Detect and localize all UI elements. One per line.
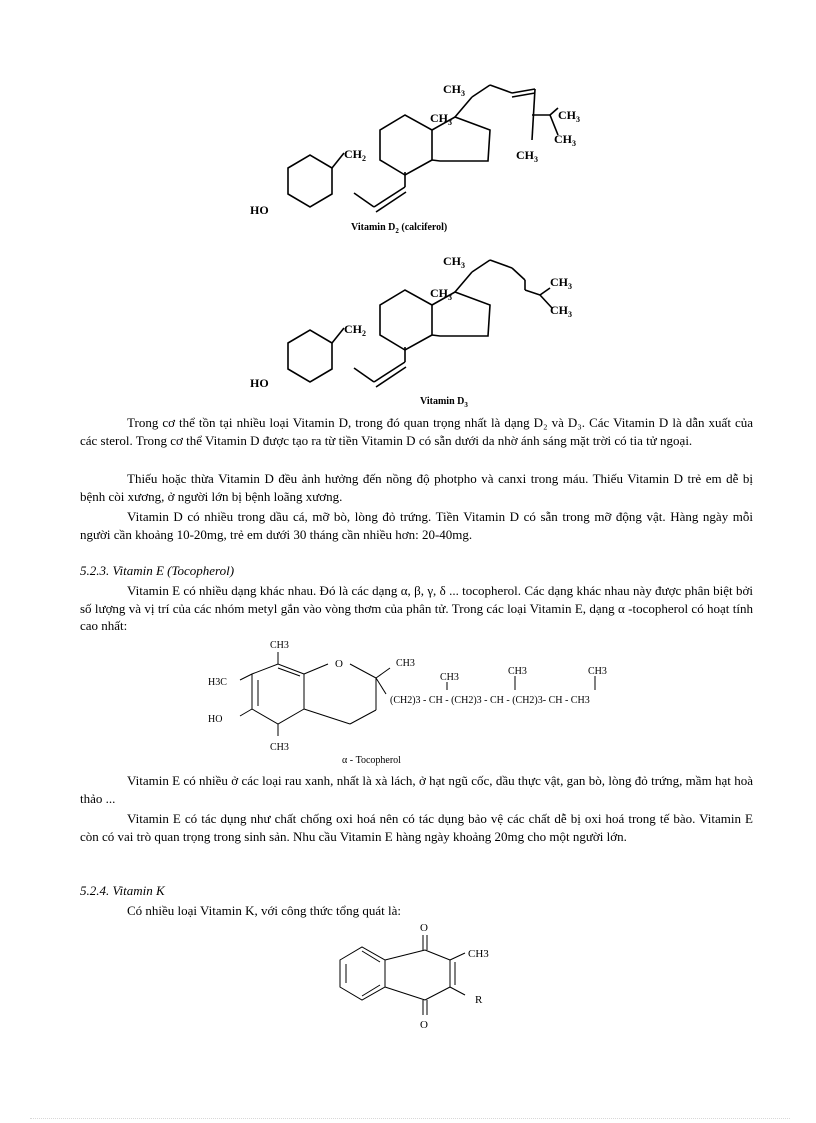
d2-ch3-iso2-label: $CH_3$ bbox=[554, 132, 576, 148]
vitk-r-label: R bbox=[475, 994, 483, 1006]
d2-ch3-iso3-label: $CH_3$ bbox=[516, 148, 538, 164]
d3-ho-label: HO bbox=[250, 376, 269, 390]
vitamin-d-paragraph-2: Thiếu hoặc thừa Vitamin D đều ảnh hưởng đến nồng độ photpho và canxi trong máu. Thiếu Vitamin D trẻ em dễ bị bệnh còi xương, ở người lớn bị bệnh loãng xương. bbox=[80, 471, 753, 504]
vitk-o-top-label: O bbox=[420, 922, 428, 934]
vitamin-k-diagram bbox=[330, 915, 510, 1040]
toco-branch-3-label: CH3 bbox=[588, 666, 607, 677]
vitamin-e-paragraph-3: Vitamin E có tác dụng như chất chống oxi hoá nên có tác dụng bảo vệ các chất dễ bị oxi hoá trong tế bào. Vitamin E còn có vai trò quan trọng trong sinh sản. Nhu cầu Vitamin E hàng ngày khoảng 20mg cho một người lớn. bbox=[80, 811, 753, 844]
d3-ch3-iso1-label: $CH_3$ bbox=[550, 275, 572, 291]
vitk-o-bottom-label: O bbox=[420, 1019, 428, 1031]
toco-ch3-top-label: CH3 bbox=[270, 640, 289, 651]
d3-ch3-angular-label: $CH_3$ bbox=[430, 286, 452, 302]
vitamin-d-paragraph-1: Trong cơ thể tồn tại nhiều loại Vitamin D, trong đó quan trọng nhất là dạng D₂ và D₃. Các Vitamin D là dẫn xuất của các sterol. Trong cơ thể Vitamin D được tạo ra từ tiền Vitamin D có sẵn dưới da nhờ ánh sáng mặt trời có tia tử ngoại. bbox=[80, 415, 753, 448]
toco-ho-label: HO bbox=[208, 714, 223, 725]
d2-ch3-iso1-label: $CH_3$ bbox=[558, 108, 580, 124]
d2-ch3-angular-label: $CH_3$ bbox=[430, 111, 452, 127]
vitamin-d3-caption: Vitamin $D_3$ bbox=[420, 396, 468, 409]
d2-ch2-label: $CH_2$ bbox=[344, 147, 366, 163]
vitamin-k-paragraph-1: Có nhiều loại Vitamin K, với công thức tổng quát là: bbox=[127, 903, 401, 918]
toco-ch3-ring-label: CH3 bbox=[396, 658, 415, 669]
toco-branch-1-label: CH3 bbox=[440, 672, 459, 683]
vitamin-e-paragraph-1: Vitamin E có nhiều dạng khác nhau. Đó là các dạng α, β, γ, δ ... tocopherol. Các dạng khác nhau này được phân biệt bởi số lượng và vị trí của các nhóm metyl gắn vào vòng thơm của phân tử. Trong các loại Vitamin E, dạng α -tocopherol có hoạt tính cao nhất: bbox=[80, 583, 753, 633]
d3-ch3-side-label: $CH_3$ bbox=[443, 254, 465, 270]
toco-o-label: O bbox=[335, 658, 343, 670]
vitamin-e-paragraph-2: Vitamin E có nhiều ở các loại rau xanh, nhất là xà lách, ở hạt ngũ cốc, dầu thực vật, gan bò, lòng đỏ trứng, mầm hạt hoà thảo ... bbox=[80, 773, 753, 806]
d3-ch3-iso2-label: $CH_3$ bbox=[550, 303, 572, 319]
d2-ho-label: HO bbox=[250, 203, 269, 217]
vitamin-k-heading: 5.2.4. Vitamin K bbox=[80, 883, 165, 898]
vitamin-d3-diagram bbox=[240, 250, 600, 400]
vitamin-d2-caption: Vitamin $D_2$ (calciferol) bbox=[351, 222, 448, 235]
vitk-ch3-label: CH3 bbox=[468, 948, 489, 960]
toco-caption: α - Tocopherol bbox=[342, 755, 401, 766]
d3-ch2-label: $CH_2$ bbox=[344, 322, 366, 338]
toco-branch-2-label: CH3 bbox=[508, 666, 527, 677]
vitamin-k-structure bbox=[330, 915, 510, 1040]
vitamin-d3-structure bbox=[240, 250, 600, 400]
toco-ch3-bottom-label: CH3 bbox=[270, 742, 289, 753]
vitamin-d-paragraph-3: Vitamin D có nhiều trong dầu cá, mỡ bò, lòng đỏ trứng. Tiền Vitamin D có sẵn trong mỡ động vật. Hàng ngày mỗi người cần khoảng 10-20mg, trẻ em dưới 30 tháng cần nhiều hơn: 20-40mg. bbox=[80, 509, 753, 542]
vitamin-e-heading: 5.2.3. Vitamin E (Tocopherol) bbox=[80, 563, 235, 578]
toco-h3c-label: H3C bbox=[208, 677, 227, 688]
alpha-tocopherol-diagram bbox=[200, 636, 640, 766]
vitamin-d2-diagram bbox=[240, 75, 600, 235]
d2-ch3-side-label: $CH_3$ bbox=[443, 82, 465, 98]
toco-side-chain-label: (CH2)3 - CH - (CH2)3 - CH - (CH2)3- CH - CH3 bbox=[390, 695, 590, 706]
vitamin-d2-structure bbox=[240, 75, 600, 235]
page-bottom-rule bbox=[30, 1118, 790, 1119]
alpha-tocopherol-structure bbox=[200, 636, 640, 766]
